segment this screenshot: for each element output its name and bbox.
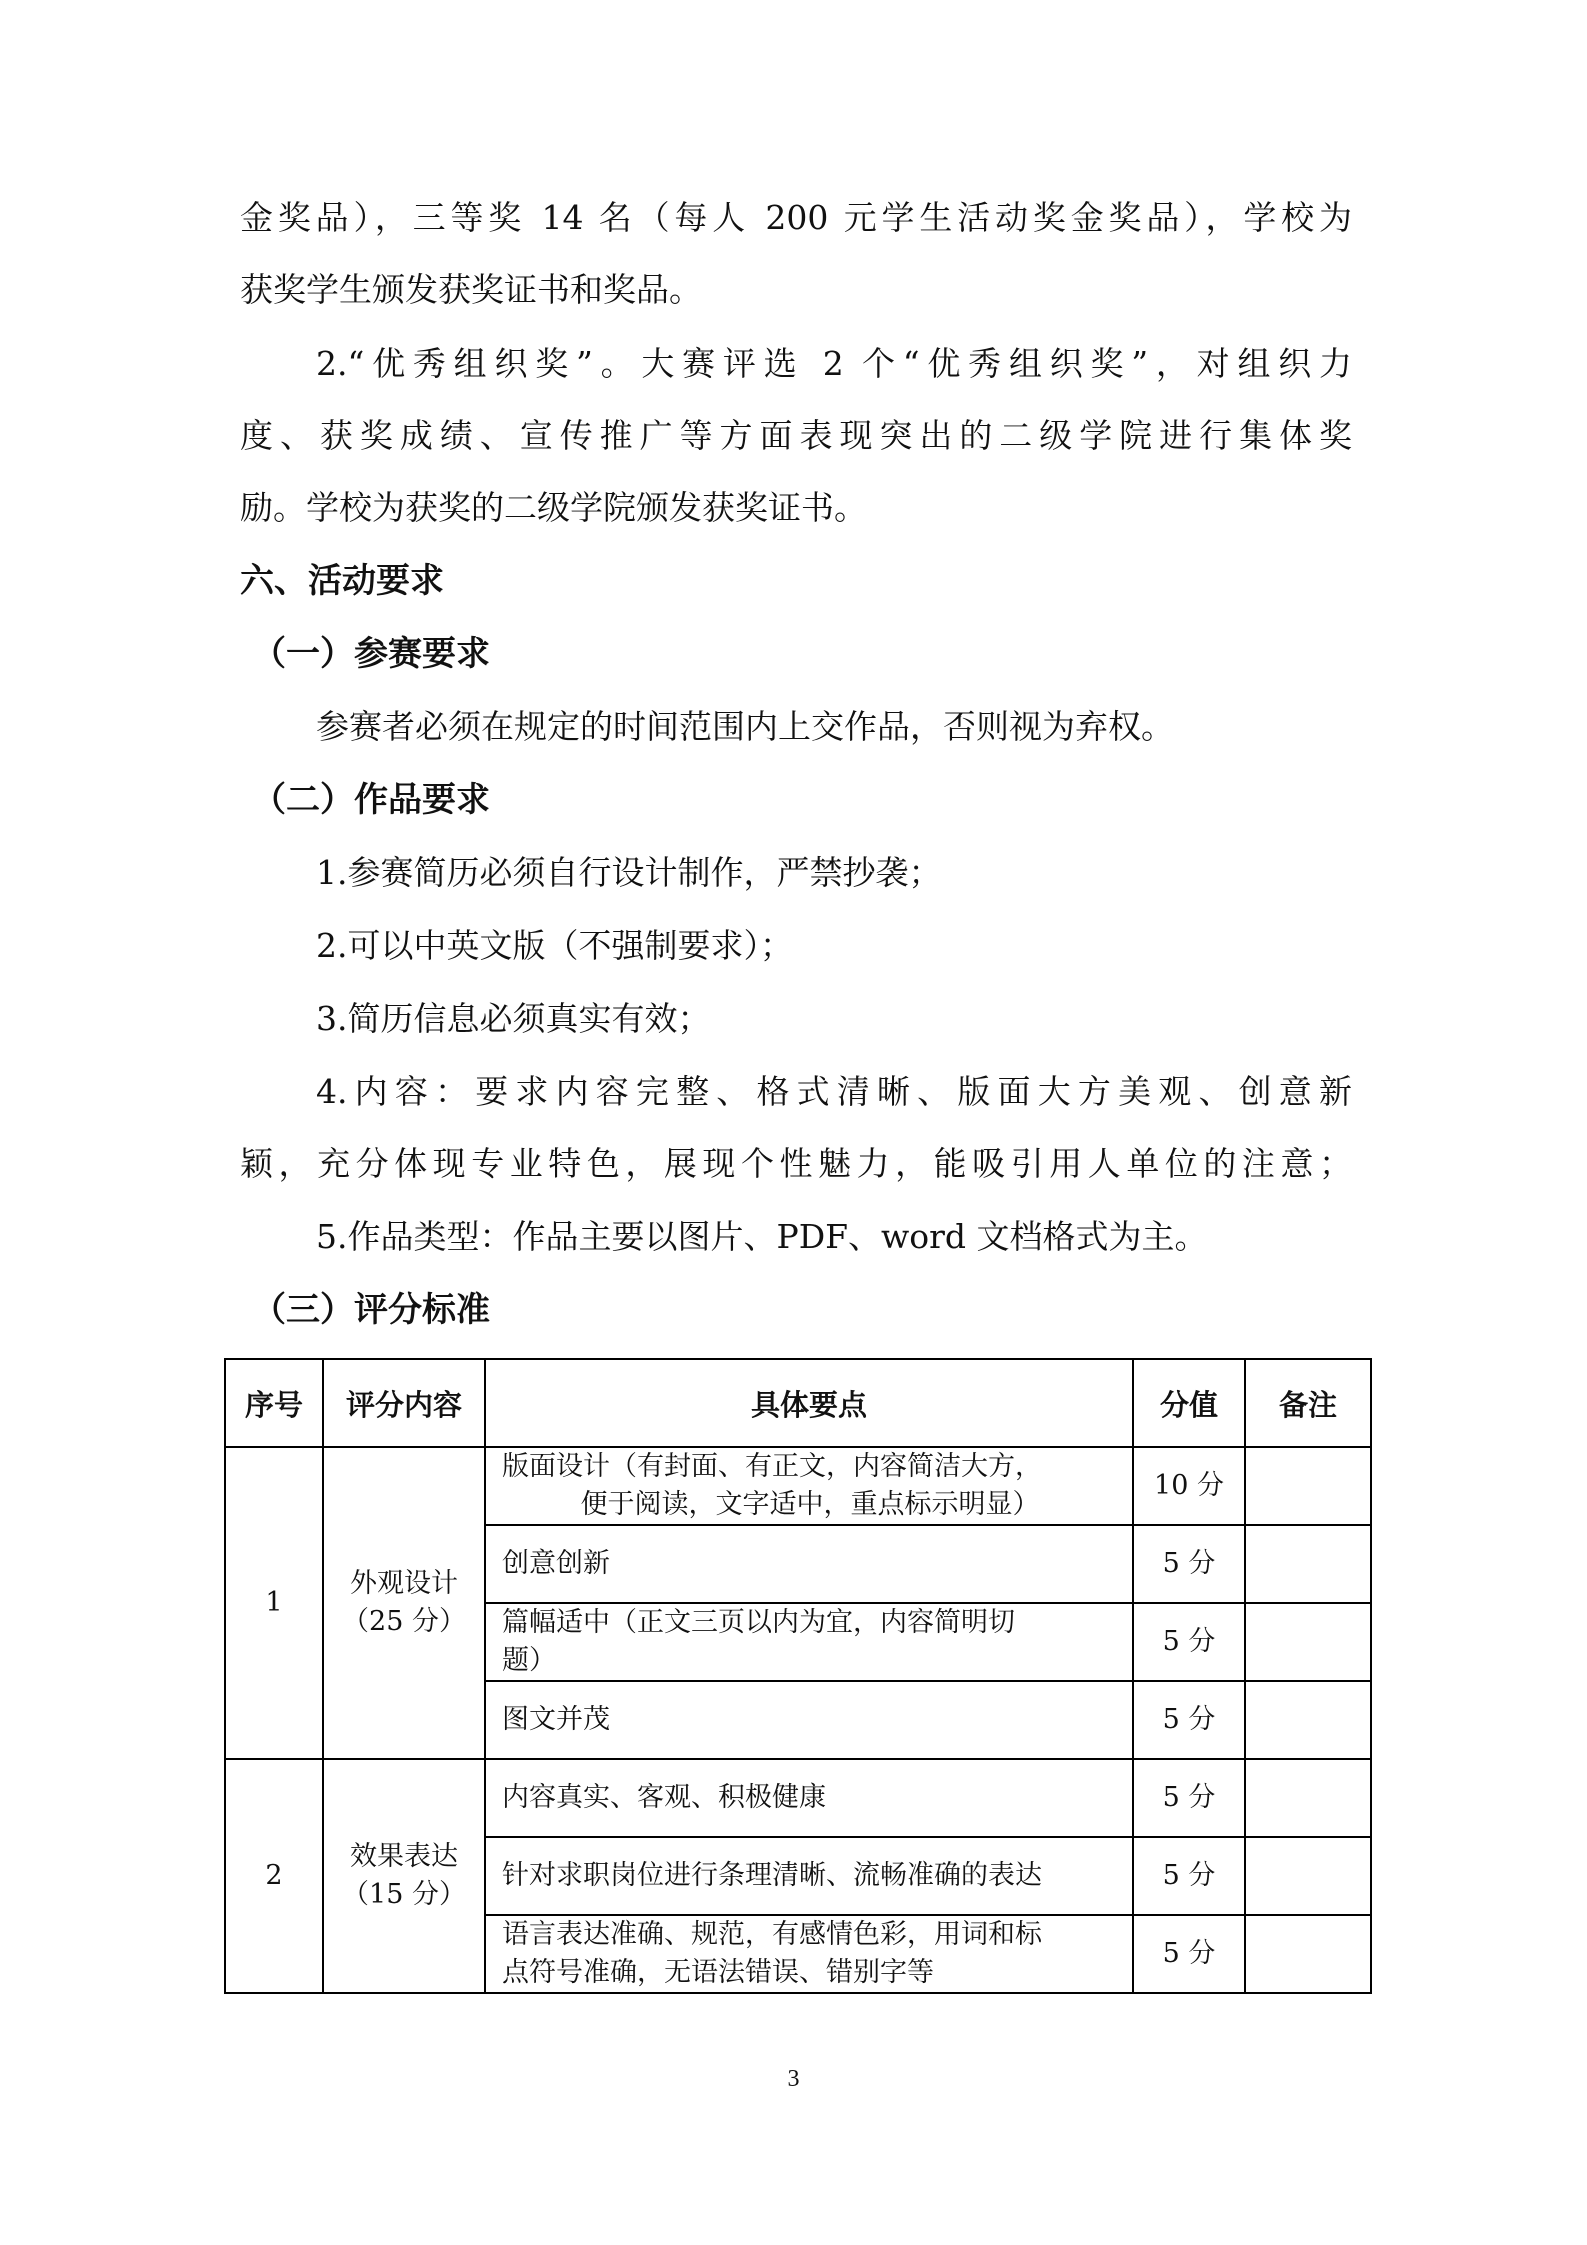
header-points: 具体要点	[485, 1359, 1133, 1447]
list-item: 3.简历信息必须真实有效；	[316, 999, 711, 1038]
paragraph-line: 度、获奖成绩、宣传推广等方面表现突出的二级学院进行集体奖	[240, 416, 1352, 455]
list-item: 1.参赛简历必须自行设计制作，严禁抄袭；	[316, 853, 942, 892]
point-line: 篇幅适中（正文三页以内为宜，内容简明切	[502, 1607, 1015, 1638]
row-remark	[1245, 1915, 1371, 1993]
table-row	[225, 1447, 1371, 1525]
row-remark	[1245, 1759, 1371, 1837]
table-row	[225, 1759, 1371, 1837]
row-point: 内容真实、客观、积极健康	[485, 1759, 1133, 1837]
row-score: 5 分	[1133, 1681, 1245, 1759]
header-remark: 备注	[1245, 1359, 1371, 1447]
row-point	[485, 1447, 1133, 1525]
point-line: 版面设计（有封面、有正文，内容简洁大方，	[502, 1451, 1042, 1482]
header-category: 评分内容	[323, 1359, 485, 1447]
list-item: 2.可以中英文版（不强制要求）；	[316, 926, 793, 965]
subsection-heading: （三）评分标准	[252, 1290, 490, 1330]
row-point: 图文并茂	[485, 1681, 1133, 1759]
row-score: 5 分	[1133, 1525, 1245, 1603]
paragraph-line: 2.“优秀组织奖”。大赛评选 2 个“优秀组织奖”，对组织力	[316, 344, 1352, 383]
row-no: 2	[225, 1759, 323, 1993]
category-name: 效果表达	[350, 1841, 458, 1872]
paragraph-line: 参赛者必须在规定的时间范围内上交作品，否则视为弃权。	[316, 707, 1174, 746]
row-score: 5 分	[1133, 1915, 1245, 1993]
row-remark	[1245, 1447, 1371, 1525]
paragraph-line: 励。学校为获奖的二级学院颁发获奖证书。	[240, 488, 867, 527]
category-score: （15 分）	[342, 1879, 466, 1910]
row-score: 10 分	[1133, 1447, 1245, 1525]
row-point	[485, 1603, 1133, 1681]
point-line: 题）	[502, 1645, 556, 1676]
point-line: 点符号准确，无语法错误、错别字等	[502, 1957, 934, 1988]
row-remark	[1245, 1525, 1371, 1603]
row-point	[485, 1915, 1133, 1993]
point-line: 语言表达准确、规范，有感情色彩，用词和标	[502, 1919, 1042, 1950]
header-score: 分值	[1133, 1359, 1245, 1447]
section-heading: 六、活动要求	[240, 561, 444, 601]
row-score: 5 分	[1133, 1603, 1245, 1681]
paragraph-line: 获奖学生颁发获奖证书和奖品。	[240, 270, 702, 309]
header-no: 序号	[225, 1359, 323, 1447]
row-score: 5 分	[1133, 1837, 1245, 1915]
point-line: 便于阅读，文字适中，重点标示明显）	[580, 1489, 1040, 1520]
list-item: 4.内容：要求内容完整、格式清晰、版面大方美观、创意新	[316, 1072, 1352, 1111]
row-point: 针对求职岗位进行条理清晰、流畅准确的表达	[485, 1837, 1133, 1915]
category-score: （25 分）	[342, 1606, 466, 1637]
subsection-heading: （一）参赛要求	[252, 634, 490, 674]
row-point: 创意创新	[485, 1525, 1133, 1603]
subsection-heading: （二）作品要求	[252, 780, 490, 820]
row-remark	[1245, 1603, 1371, 1681]
table-header-row	[225, 1359, 1371, 1447]
page-number: 3	[787, 2066, 800, 2092]
row-category	[323, 1759, 485, 1993]
category-name: 外观设计	[350, 1568, 458, 1599]
scoring-table	[224, 1358, 1372, 1994]
row-category	[323, 1447, 485, 1759]
row-no: 1	[225, 1447, 323, 1759]
row-remark	[1245, 1837, 1371, 1915]
row-remark	[1245, 1681, 1371, 1759]
paragraph-line: 金奖品），三等奖 14 名（每人 200 元学生活动奖金奖品），学校为	[240, 198, 1352, 237]
row-score: 5 分	[1133, 1759, 1245, 1837]
list-item: 颖，充分体现专业特色，展现个性魅力，能吸引用人单位的注意；	[240, 1144, 1352, 1183]
list-item: 5.作品类型：作品主要以图片、PDF、word 文档格式为主。	[316, 1217, 1208, 1256]
